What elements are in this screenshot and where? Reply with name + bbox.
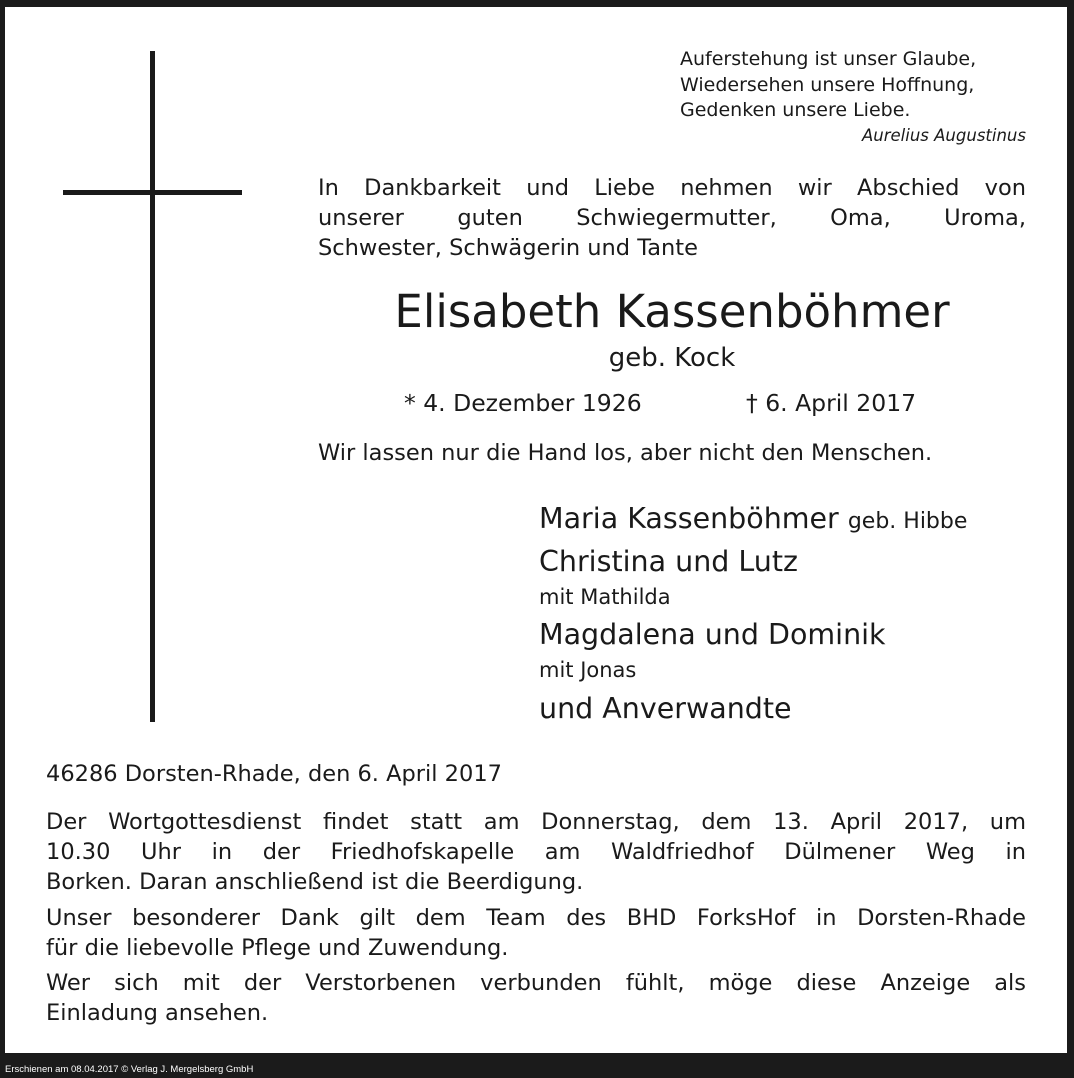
quote-line: Auferstehung ist unser Glaube, [680, 48, 977, 70]
cross-horizontal-beam [63, 190, 242, 195]
thanks-paragraph [46, 903, 1026, 963]
intro-line: Schwester, Schwägerin und Tante [318, 235, 698, 261]
paragraph-line: Unser besonderer Dank gilt dem Team des BHD ForksHof in Dorsten-Rhade [46, 905, 1026, 931]
paragraph-line: Wer sich mit der Verstorbenen verbunden fühlt, möge diese Anzeige als [46, 970, 1026, 996]
quote-line: Wiedersehen unsere Hoffnung, [680, 73, 975, 96]
paragraph-line: für die liebevolle Pflege und Zuwendung. [46, 935, 509, 961]
mourner-christina: Christina und Lutz [539, 545, 798, 578]
invitation-paragraph [46, 968, 1026, 1028]
epitaph-quote [600, 47, 1026, 148]
mourner-child: mit Mathilda [539, 585, 671, 609]
death-date: † 6. April 2017 [746, 389, 917, 417]
paragraph-line: Borken. Daran anschließend ist die Beerdigung. [46, 869, 584, 895]
mourner-maria [539, 500, 967, 541]
birth-name: geb. Kock [608, 343, 736, 373]
mourner-name: Maria Kassenböhmer [539, 502, 839, 535]
publisher-credit: Erschienen am 08.04.2017 © Verlag J. Mergelsberg GmbH [5, 1064, 254, 1075]
quote-author: Aurelius Augustinus [862, 125, 1026, 145]
intro-line: unserer guten Schwiegermutter, Oma, Uroma, [318, 205, 1026, 231]
service-paragraph [46, 807, 1026, 897]
intro-line: In Dankbarkeit und Liebe nehmen wir Abschied von [318, 175, 1026, 201]
cross-vertical-beam [150, 51, 155, 722]
motto: Wir lassen nur die Hand los, aber nicht den Menschen. [318, 440, 933, 466]
mourner-birth-name: geb. Hibbe [847, 509, 968, 534]
deceased-name: Elisabeth Kassenböhmer [394, 285, 950, 338]
birth-date: * 4. Dezember 1926 [404, 389, 642, 417]
paragraph-line: 10.30 Uhr in der Friedhofskapelle am Waldfriedhof Dülmener Weg in [46, 839, 1026, 865]
place-and-date: 46286 Dorsten-Rhade, den 6. April 2017 [46, 761, 502, 787]
paragraph-line: Der Wortgottesdienst findet statt am Donnerstag, dem 13. April 2017, um [46, 809, 1026, 835]
mourner-relatives: und Anverwandte [539, 692, 792, 725]
mourner-child: mit Jonas [539, 658, 637, 682]
farewell-intro [318, 173, 1026, 263]
quote-line: Gedenken unsere Liebe. [680, 99, 911, 121]
mourner-magdalena: Magdalena und Dominik [539, 618, 886, 651]
paragraph-line: Einladung ansehen. [46, 1000, 269, 1026]
